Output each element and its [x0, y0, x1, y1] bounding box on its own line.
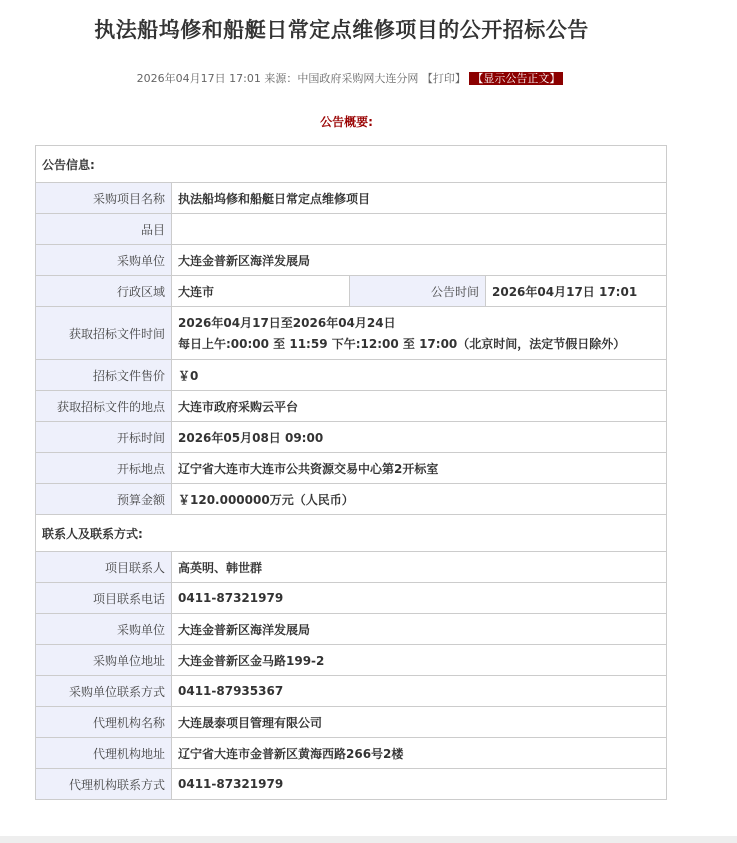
- table-row: [36, 552, 667, 583]
- buyer-address-value: 大连金普新区金马路199-2: [172, 645, 667, 676]
- agency-name-value: 大连晟泰项目管理有限公司: [172, 707, 667, 738]
- source-name: 中国政府采购网大连分网: [297, 72, 419, 85]
- meta-bar: [0, 70, 700, 86]
- section-header-notice-info: 公告信息:: [36, 146, 667, 183]
- field-label: 采购单位: [36, 245, 172, 276]
- table-row: [36, 583, 667, 614]
- field-label: 行政区域: [36, 276, 172, 307]
- table-row: [36, 276, 667, 307]
- budget-value: ￥120.000000万元（人民币）: [172, 484, 667, 515]
- source-label: 来源：: [264, 72, 298, 85]
- page-title: 执法船坞修和船艇日常定点维修项目的公开招标公告: [94, 18, 589, 42]
- table-row: [36, 676, 667, 707]
- table-row: [36, 307, 667, 360]
- table-row: [36, 214, 667, 245]
- table-row: [36, 391, 667, 422]
- field-label: 采购单位: [36, 614, 172, 645]
- category-value: [172, 214, 667, 245]
- doc-place-value: 大连市政府采购云平台: [172, 391, 667, 422]
- print-link[interactable]: 【打印】: [421, 72, 466, 85]
- field-label: 代理机构名称: [36, 707, 172, 738]
- project-name-value: 执法船坞修和船艇日常定点维修项目: [172, 183, 667, 214]
- doc-time-hours: 每日上午:00:00 至 11:59 下午:12:00 至 17:00（北京时间，法定节假日除外）: [178, 337, 626, 351]
- table-row: [36, 453, 667, 484]
- table-row: [36, 360, 667, 391]
- field-label: 开标地点: [36, 453, 172, 484]
- field-label: 获取招标文件的地点: [36, 391, 172, 422]
- open-place-value: 辽宁省大连市大连市公共资源交易中心第2开标室: [172, 453, 667, 484]
- region-value: 大连市: [172, 276, 350, 307]
- table-row: [36, 245, 667, 276]
- field-label: 公告时间: [350, 276, 486, 307]
- footer-divider: [0, 836, 737, 843]
- field-label: 采购单位联系方式: [36, 676, 172, 707]
- table-row: [36, 645, 667, 676]
- publish-datetime: 2026年04月17日 17:01: [136, 72, 261, 85]
- table-row: [36, 769, 667, 800]
- field-label: 品目: [36, 214, 172, 245]
- publish-time-value: 2026年04月17日 17:01: [486, 276, 667, 307]
- field-label: 预算金额: [36, 484, 172, 515]
- field-label: 项目联系人: [36, 552, 172, 583]
- open-time-value: 2026年05月08日 09:00: [172, 422, 667, 453]
- doc-price-value: ￥0: [172, 360, 667, 391]
- buyer-value: 大连金普新区海洋发展局: [172, 245, 667, 276]
- field-label: 招标文件售价: [36, 360, 172, 391]
- table-row: [36, 422, 667, 453]
- table-row: [36, 707, 667, 738]
- contact-phone-value: 0411-87321979: [172, 583, 667, 614]
- notice-summary-table: [35, 145, 667, 800]
- field-label: 开标时间: [36, 422, 172, 453]
- section-header-contacts: 联系人及联系方式:: [36, 515, 667, 552]
- agency-phone-value: 0411-87321979: [172, 769, 667, 800]
- summary-label: 公告概要:: [320, 115, 373, 129]
- doc-time-dates: 2026年04月17日至2026年04月24日: [178, 316, 396, 330]
- table-row: [36, 738, 667, 769]
- doc-time-value: [172, 307, 667, 360]
- table-row: [36, 614, 667, 645]
- table-row: [36, 484, 667, 515]
- buyer-name-value: 大连金普新区海洋发展局: [172, 614, 667, 645]
- agency-address-value: 辽宁省大连市金普新区黄海西路266号2楼: [172, 738, 667, 769]
- buyer-phone-value: 0411-87935367: [172, 676, 667, 707]
- field-label: 采购项目名称: [36, 183, 172, 214]
- field-label: 项目联系电话: [36, 583, 172, 614]
- contact-person-value: 高英明、韩世群: [172, 552, 667, 583]
- show-body-button[interactable]: 【显示公告正文】: [469, 72, 563, 85]
- field-label: 代理机构地址: [36, 738, 172, 769]
- field-label: 代理机构联系方式: [36, 769, 172, 800]
- field-label: 采购单位地址: [36, 645, 172, 676]
- table-row: [36, 183, 667, 214]
- field-label: 获取招标文件时间: [36, 307, 172, 360]
